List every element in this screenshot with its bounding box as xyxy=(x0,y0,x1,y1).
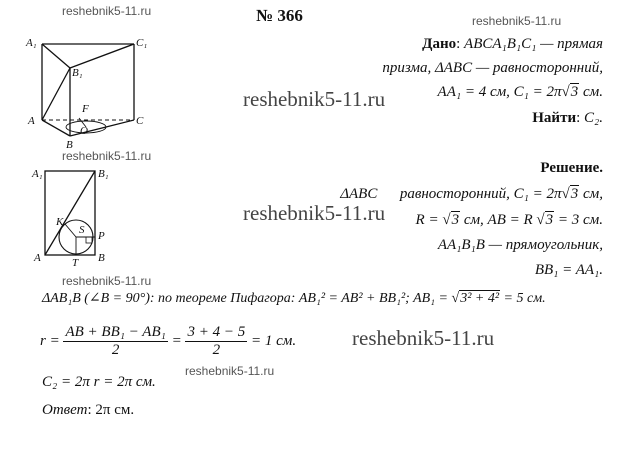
r-left: r = xyxy=(40,332,60,349)
vertex-label-c1: C₁ xyxy=(136,37,148,49)
given-unit: см. xyxy=(583,84,603,100)
vertex-label-b1: B₁ xyxy=(98,168,109,180)
solution-label: Решение. xyxy=(540,160,603,176)
watermark: reshebnik5-11.ru xyxy=(243,201,386,225)
vertex-label-a: A xyxy=(34,252,41,264)
watermark: reshebnik5-11.ru xyxy=(352,326,495,350)
point-label-p: P xyxy=(98,230,105,242)
vertex-label-b: B xyxy=(66,139,73,150)
pythagoras-sqrt: 3² + 4² xyxy=(460,291,500,306)
watermark: reshebnik5-11.ru xyxy=(243,87,386,111)
point-label-f: F xyxy=(82,103,89,115)
r-result: = 1 см. xyxy=(250,332,297,349)
pythagoras-line: ΔAB₁B (∠B = 90°): по теореме Пифагора: AB₁² = AB² + BB₁²; AB₁ = √3² + 4² = 5 см. xyxy=(42,291,546,306)
watermark: reshebnik5-11.ru xyxy=(185,364,275,378)
given-line-3: AA₁ = 4 см, C₁ = 2π√3 см. xyxy=(437,84,603,100)
given-line-2: призма, ΔABC — равносторонний, xyxy=(382,60,603,76)
solution-row-3: AA₁B₁B — прямоугольник, xyxy=(437,237,603,253)
given-sqrt: 3 xyxy=(570,84,579,100)
find-line: Найти: C₂. xyxy=(532,110,603,126)
radius-formula xyxy=(40,324,296,359)
pythagoras-text: ΔAB₁B (∠B = 90°): по теореме Пифагора: AB₁² = AB² + BB₁²; AB₁ = xyxy=(42,291,448,306)
answer-label: Ответ xyxy=(42,402,88,418)
solution-row-4: BB₁ = AA₁. xyxy=(534,262,603,278)
given-label: Дано xyxy=(422,36,457,52)
row2-sqrt2: 3 xyxy=(545,212,554,228)
solution-row-2: R = √3 см, AB = R √3 = 3 см. xyxy=(415,212,603,228)
pythagoras-result: = 5 см. xyxy=(503,291,546,306)
fraction-2-denominator: 2 xyxy=(212,342,221,358)
section-figure xyxy=(30,165,130,270)
watermark: reshebnik5-11.ru xyxy=(472,14,562,28)
fraction-1 xyxy=(63,324,167,359)
row2-result: = 3 см. xyxy=(557,212,603,228)
point-label-k: K xyxy=(56,216,64,228)
problem-number: № 366 xyxy=(256,6,303,25)
row1-unit: см, xyxy=(583,186,603,202)
given-aa1: AA₁ = 4 см, C₁ = 2π xyxy=(437,84,562,100)
given-line-1: Дано: ABCA₁B₁C₁ — прямая xyxy=(422,36,603,52)
row2-r: R = xyxy=(415,212,439,228)
point-label-o: O xyxy=(80,125,88,137)
vertex-label-b1: B₁ xyxy=(72,67,83,79)
find-value: C₂. xyxy=(584,110,603,126)
c2-line: C₂ = 2π r = 2π см. xyxy=(42,374,156,390)
equals: = xyxy=(171,332,182,349)
fraction-2 xyxy=(185,324,247,359)
row1-sqrt: 3 xyxy=(570,186,579,202)
point-label-t: T xyxy=(72,257,79,269)
row2-sqrt1: 3 xyxy=(451,212,460,228)
watermark: reshebnik5-11.ru xyxy=(62,4,152,18)
vertex-label-c: C xyxy=(136,115,144,127)
vertex-label-a: A xyxy=(28,115,35,127)
given-text: ABCA₁B₁C₁ — прямая xyxy=(464,36,603,52)
vertex-label-a1: A₁ xyxy=(32,168,43,180)
fraction-1-denominator: 2 xyxy=(111,342,120,358)
triangle-abc: ΔABC xyxy=(340,186,378,202)
prism-figure xyxy=(24,32,154,150)
row2-text: см, AB = R xyxy=(463,212,533,228)
row1-text: равносторонний, C₁ = 2π xyxy=(399,186,562,202)
fraction-2-numerator: 3 + 4 − 5 xyxy=(187,324,246,340)
watermark: reshebnik5-11.ru xyxy=(62,274,152,288)
find-label: Найти xyxy=(532,110,577,126)
answer-line xyxy=(42,402,134,419)
vertex-label-a1: A₁ xyxy=(26,37,37,49)
watermark: reshebnik5-11.ru xyxy=(62,149,152,163)
fraction-1-numerator: AB + BB₁ − AB₁ xyxy=(65,324,166,340)
point-label-s: S xyxy=(79,224,85,236)
vertex-label-b: B xyxy=(98,252,105,264)
answer-value: : 2π см. xyxy=(87,402,135,418)
solution-row-1: ΔABC равносторонний, C₁ = 2π√3 см, xyxy=(340,186,603,202)
